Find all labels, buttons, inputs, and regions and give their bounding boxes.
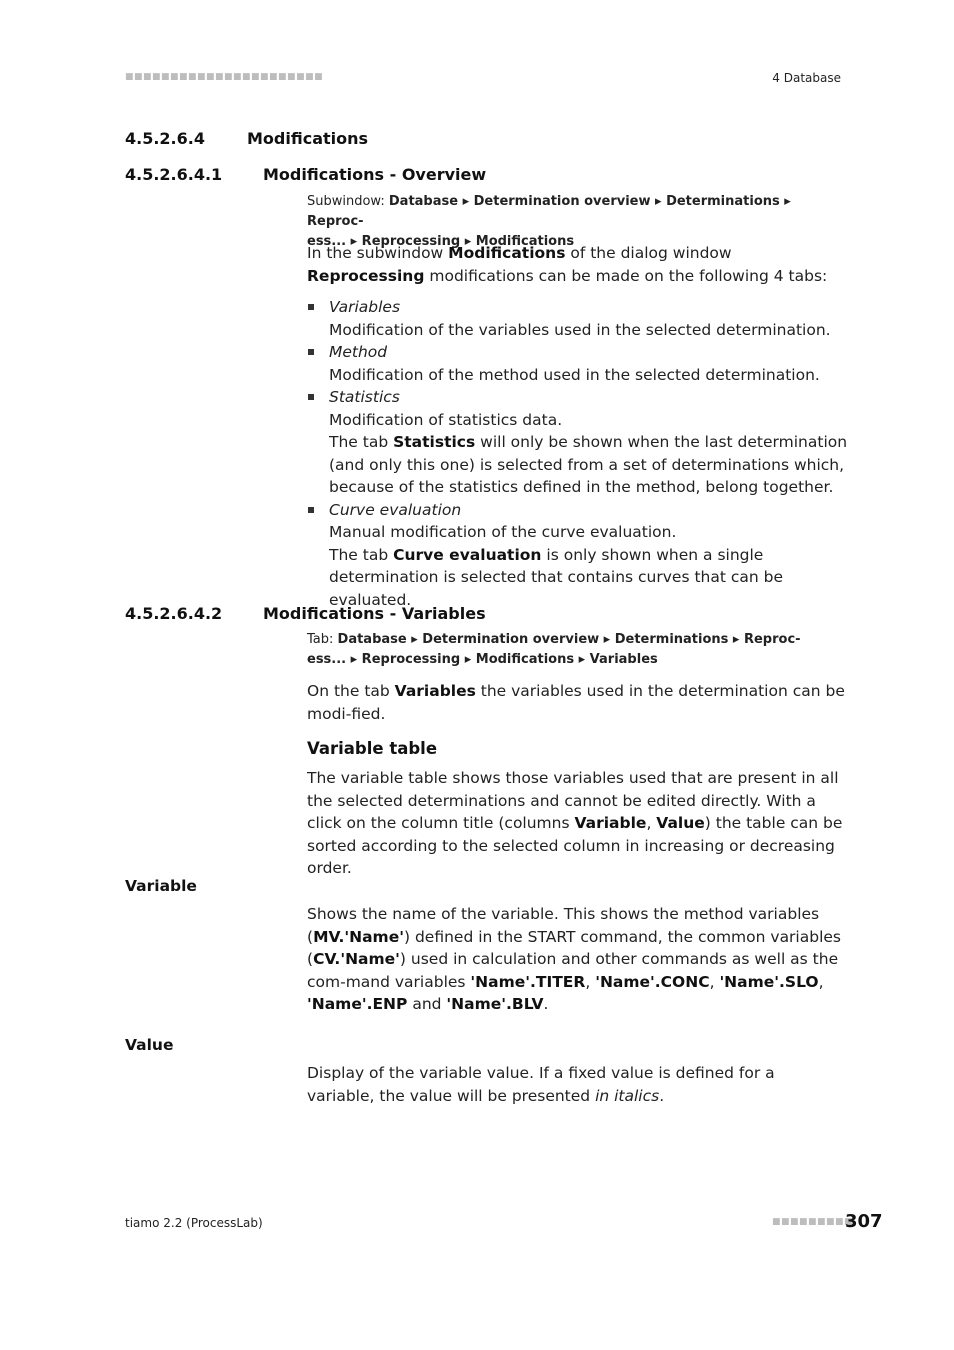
- value-column-description: Display of the variable value. If a fixed value is defined for a variable, the value will be presented in italics.: [307, 1064, 775, 1105]
- section-title: Modifications - Overview: [263, 165, 487, 184]
- section-number: 4.5.2.6.4: [125, 129, 205, 148]
- list-item: [307, 386, 852, 499]
- header-decoration: ■■■■■■■■■■■■■■■■■■■■■■: [125, 72, 324, 82]
- bullet-icon: [308, 394, 314, 400]
- bullet-icon: [308, 507, 314, 513]
- variable-column-label: Variable: [125, 877, 197, 895]
- list-item-desc: Modification of statistics data.: [329, 410, 563, 429]
- list-item-term: Curve evaluation: [329, 500, 462, 519]
- section-title: Modifications: [247, 129, 369, 148]
- overview-intro: In the subwindow Modifications of the dialog window Reprocessing modifications can be made on the following 4 tabs:: [307, 244, 828, 285]
- section-number: 4.5.2.6.4.2: [125, 604, 223, 623]
- section-number: 4.5.2.6.4.1: [125, 165, 223, 184]
- tab-list: [307, 296, 852, 611]
- variables-intro: On the tab Variables the variables used in the determination can be modi-fied.: [307, 682, 845, 723]
- footer-product: tiamo 2.2 (ProcessLab): [125, 1216, 263, 1230]
- footer-decoration: ■■■■■■■■■: [772, 1217, 854, 1227]
- list-item-desc: Manual modification of the curve evaluation.: [329, 523, 677, 541]
- navigation-path: Tab: Database ▸ Determination overview ▸ Determinations ▸ Reproc- ess... ▸ Reprocessing ▸ Modifications ▸ Variables: [307, 632, 801, 667]
- list-item-note: The tab Statistics will only be shown when the last determination (and only this one) is selected from a set of determinations which, because of the statistics defined in the method, belong together.: [329, 433, 848, 496]
- variable-table-heading: Variable table: [307, 739, 438, 758]
- page-number: 307: [845, 1211, 883, 1232]
- variable-column-description: Shows the name of the variable. This shows the method variables (MV.'Name') defined in the START command, the common variables (CV.'Name') used in calculation and other commands as well as the com-mand variables 'Name'.TITER, 'Name'.CONC, 'Name'.SLO, 'Name'.ENP and 'Name'.BLV.: [307, 905, 841, 1013]
- list-item-term: Method: [329, 343, 388, 361]
- variable-table-description: The variable table shows those variables used that are present in all the selected determinations and cannot be edited directly. With a click on the column title (columns Variable, Value) the table can be sorted according to the selected column in increasing or decreasing order.: [307, 769, 843, 877]
- bullet-icon: [308, 304, 314, 310]
- list-item-desc: Modification of the method used in the selected determination.: [329, 365, 820, 384]
- list-item-desc: Modification of the variables used in the selected determination.: [329, 320, 831, 339]
- section-title: Modifications - Variables: [263, 604, 486, 623]
- list-item-note: The tab Curve evaluation is only shown when a single determination is selected that contains curves that can be evaluated.: [329, 545, 784, 609]
- list-item: [307, 296, 852, 341]
- value-column-label: Value: [125, 1036, 174, 1054]
- list-item-term: Statistics: [329, 388, 400, 406]
- navigation-path: Subwindow: Database ▸ Determination overview ▸ Determinations ▸ Reproc- ess... ▸ Reprocessing ▸ Modifications: [307, 194, 791, 249]
- header-chapter: 4 Database: [772, 71, 841, 85]
- bullet-icon: [308, 349, 314, 355]
- list-item-term: Variables: [329, 298, 401, 316]
- list-item: [307, 499, 852, 612]
- list-item: [307, 341, 852, 386]
